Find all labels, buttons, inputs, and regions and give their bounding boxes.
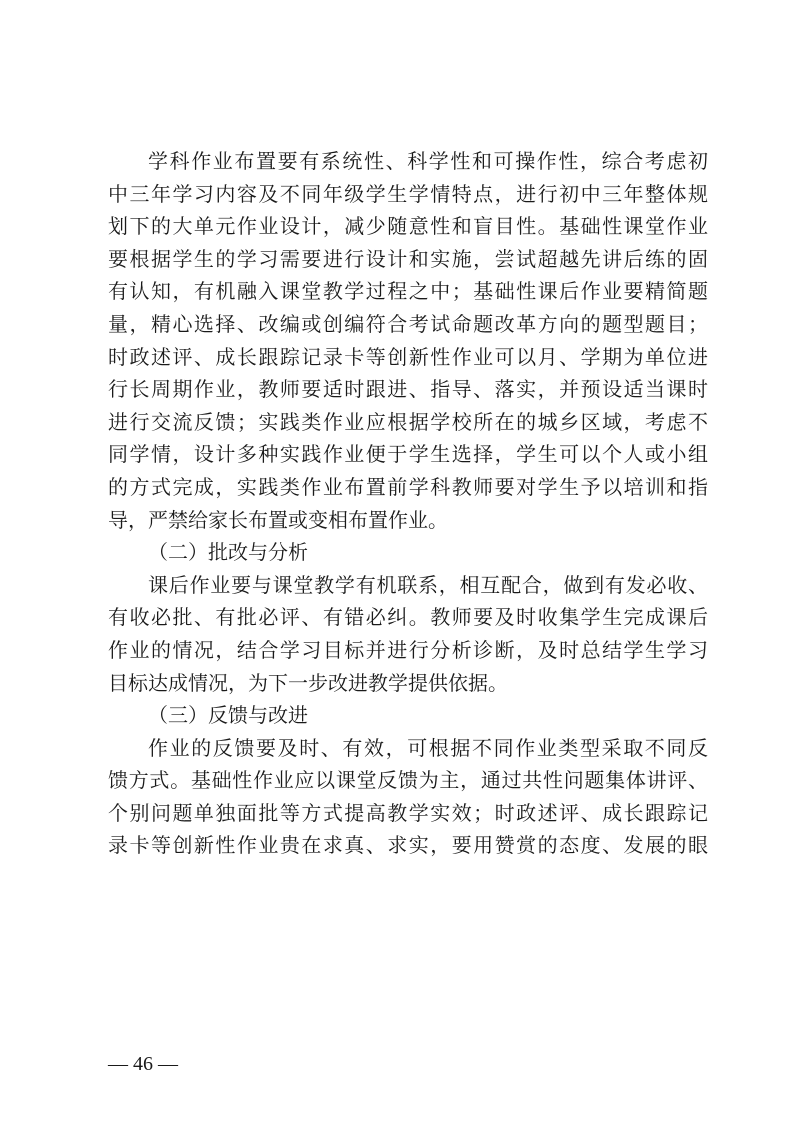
paragraph-line: 导，严禁给家长布置或变相布置作业。: [108, 507, 448, 532]
paragraph-line: 要根据学生的学习需要进行设计和实施，尝试超越先讲后练的固: [108, 246, 708, 271]
paragraph-line: 量，精心选择、改编或创编符合考试命题改革方向的题型题目；: [108, 311, 708, 336]
body-text: [108, 145, 708, 862]
paragraph-line: 划下的大单元作业设计，减少随意性和盲目性。基础性课堂作业: [108, 214, 708, 239]
paragraph-line: 有收必批、有批必评、有错必纠。教师要及时收集学生完成课后: [108, 605, 708, 630]
paragraph-line: 时政述评、成长跟踪记录卡等创新性作业可以月、学期为单位进: [108, 344, 708, 369]
paragraph-line: 个别问题单独面批等方式提高教学实效；时政述评、成长跟踪记: [108, 800, 708, 825]
paragraph-line: 中三年学习内容及不同年级学生学情特点，进行初中三年整体规: [108, 181, 708, 206]
paragraph-line: 有认知，有机融入课堂教学过程之中；基础性课后作业要精简题: [108, 279, 708, 304]
page-number: — 46 —: [108, 1053, 178, 1075]
paragraph-line: 进行交流反馈；实践类作业应根据学校所在的城乡区域，考虑不: [108, 409, 708, 434]
paragraph-line: 作业的情况，结合学习目标并进行分析诊断，及时总结学生学习: [108, 637, 708, 662]
section-heading: （二）批改与分析: [148, 540, 308, 565]
paragraph-line: 馈方式。基础性作业应以课堂反馈为主，通过共性问题集体讲评、: [108, 768, 708, 793]
paragraph-line: 目标达成情况，为下一步改进教学提供依据。: [108, 670, 508, 695]
paragraph-line: 作业的反馈要及时、有效，可根据不同作业类型采取不同反: [148, 735, 708, 760]
paragraph-line: 学科作业布置要有系统性、科学性和可操作性，综合考虑初: [148, 149, 708, 173]
paragraph-line: 同学情，设计多种实践作业便于学生选择，学生可以个人或小组: [108, 442, 708, 467]
paragraph-line: 课后作业要与课堂教学有机联系，相互配合，做到有发必收、: [148, 572, 708, 597]
paragraph-line: 行长周期作业，教师要适时跟进、指导、落实，并预设适当课时: [108, 377, 708, 402]
paragraph-line: 录卡等创新性作业贵在求真、求实，要用赞赏的态度、发展的眼: [108, 833, 708, 858]
paragraph-line: 的方式完成，实践类作业布置前学科教师要对学生予以培训和指: [108, 474, 708, 499]
section-heading: （三）反馈与改进: [148, 703, 308, 728]
